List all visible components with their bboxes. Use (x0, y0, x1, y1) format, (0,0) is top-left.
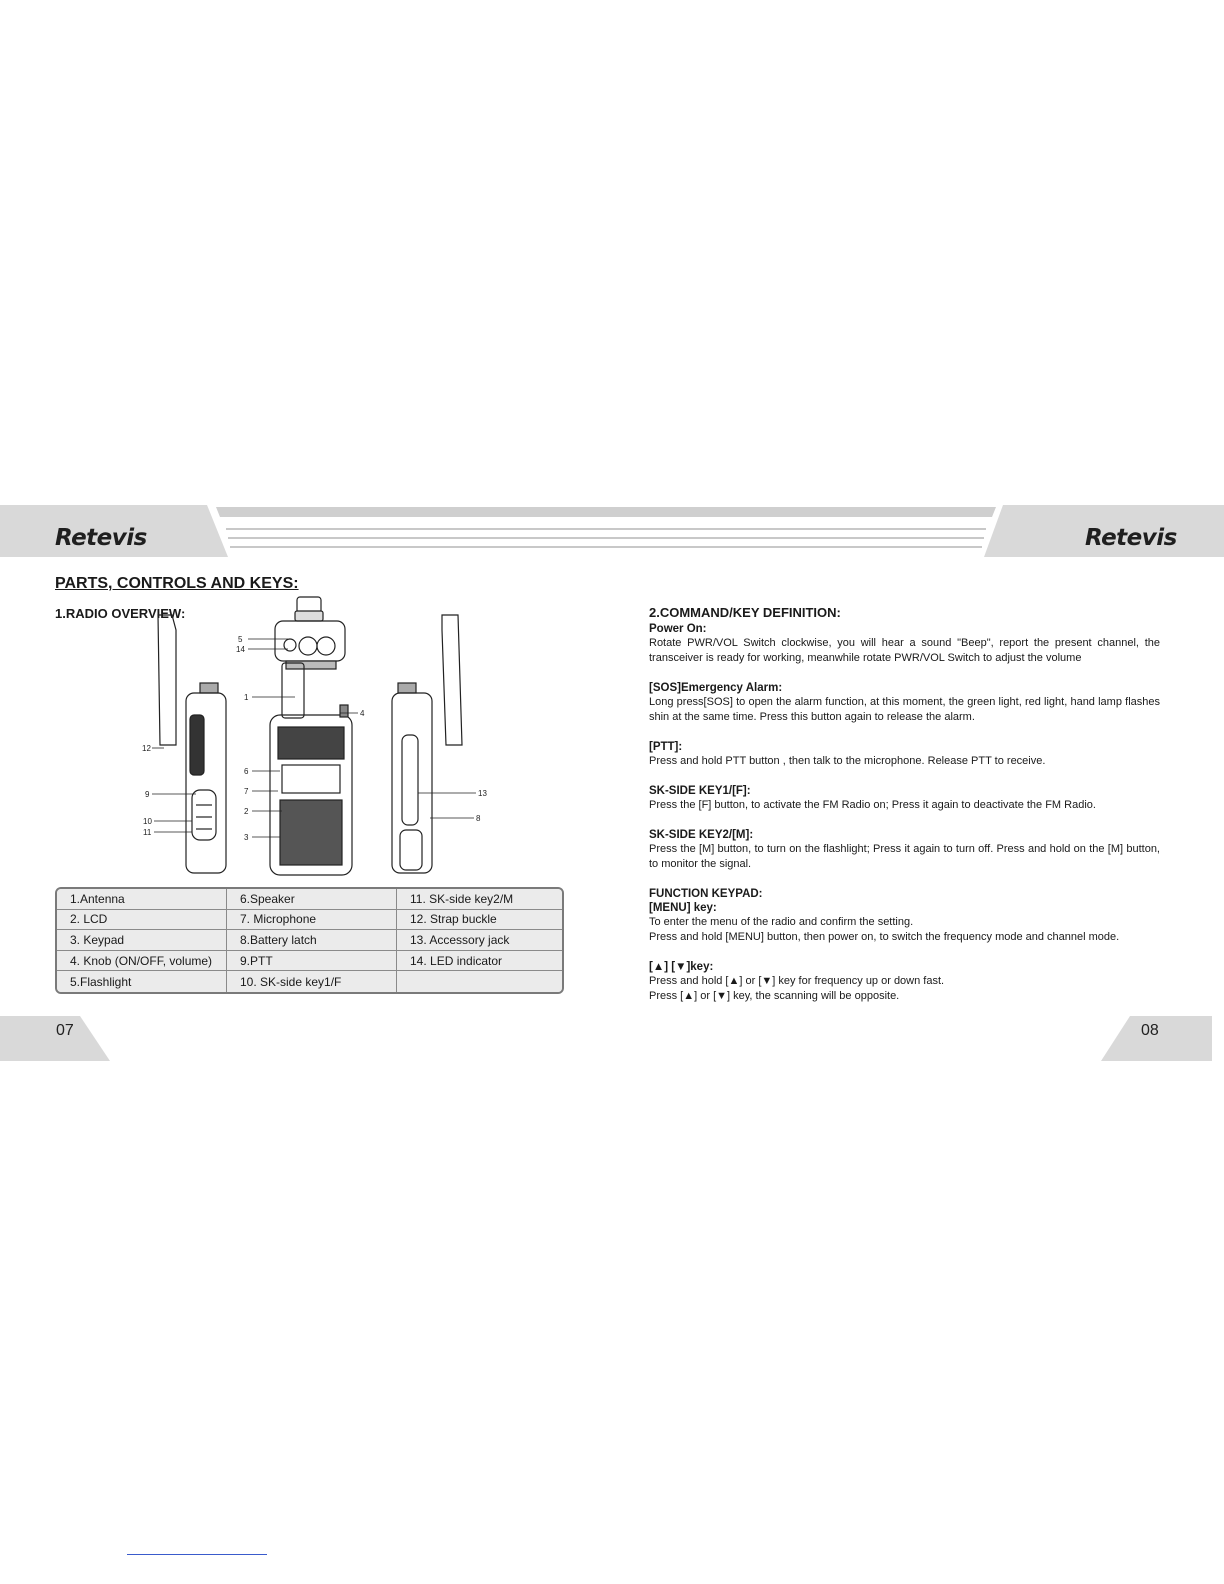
section-body: Press the [M] button, to turn on the flashlight; Press it again to turn off. Press and hold on the [M] button, to monitor the signal. (649, 843, 1160, 870)
function-keypad-section (649, 887, 1160, 945)
callout-9: 9 (145, 790, 150, 799)
header-band (0, 505, 1224, 557)
side-key2-section (649, 828, 1160, 872)
table-cell: 3. Keypad (57, 930, 227, 951)
bottom-rule (127, 1554, 267, 1555)
callout-1: 1 (244, 693, 249, 702)
radio-overview-heading: 1.RADIO OVERVIEW: (55, 606, 186, 621)
table-cell: 5.Flashlight (57, 971, 227, 992)
table-cell: 9.PTT (227, 951, 397, 972)
table-cell: 4. Knob (ON/OFF, volume) (57, 951, 227, 972)
section-body: Press and hold PTT button , then talk to the microphone. Release PTT to receive. (649, 755, 1046, 767)
callout-4: 4 (360, 709, 365, 718)
radio-diagram (130, 595, 500, 880)
radio-top-view (275, 597, 345, 669)
table-cell: 1.Antenna (57, 889, 227, 910)
section-heading: [PTT]: (649, 741, 683, 753)
callout-7: 7 (244, 787, 249, 796)
table-cell: 6.Speaker (227, 889, 397, 910)
section-body: Press the [F] button, to activate the FM Radio on; Press it again to deactivate the FM Radio. (649, 799, 1096, 811)
radio-front-view (270, 663, 352, 875)
radio-left-side-view (158, 615, 226, 873)
arrow-keys-section (649, 960, 1160, 1004)
menu-key-heading: [MENU] key: (649, 902, 717, 914)
side-key1-section (649, 784, 1160, 813)
page-number-right: 08 (1141, 1022, 1159, 1039)
ptt-section (649, 740, 1160, 769)
table-cell: 13. Accessory jack (397, 930, 564, 951)
footer-band (0, 1010, 1224, 1065)
brand-logo-right: Retevis (1085, 525, 1177, 551)
page-number-left: 07 (56, 1022, 74, 1039)
table-cell: 2. LCD (57, 910, 227, 931)
section-title: 2.COMMAND/KEY DEFINITION: (649, 605, 841, 620)
arrow-key-line: Press [▲] or [▼] key, the scanning will be opposite. (649, 990, 900, 1002)
power-on-section (649, 622, 1160, 666)
table-cell: 11. SK-side key2/M (397, 889, 564, 910)
section-heading: [SOS]Emergency Alarm: (649, 682, 783, 694)
section-heading: FUNCTION KEYPAD: (649, 888, 763, 900)
table-cell: 10. SK-side key1/F (227, 971, 397, 992)
callout-11: 11 (143, 828, 152, 837)
callout-3: 3 (244, 833, 249, 842)
table-cell: 8.Battery latch (227, 930, 397, 951)
arrow-key-line: Press and hold [▲] or [▼] key for frequency up or down fast. (649, 975, 945, 987)
callout-2: 2 (244, 807, 249, 816)
page-title: PARTS, CONTROLS AND KEYS: (55, 575, 299, 592)
arrow-key-heading: [▲] [▼]key: (649, 961, 714, 973)
section-body: Rotate PWR/VOL Switch clockwise, you will hear a sound "Beep", report the present channel, the transceiver is ready for working, meanwhile rotate PWR/VOL Switch to adjust the volume (649, 637, 1160, 664)
table-cell (397, 971, 564, 992)
section-body: Long press[SOS] to open the alarm function, at this moment, the green light, red light, hand lamp flashes shin at the same time. Press this button again to release the alarm. (649, 696, 1160, 723)
callout-13: 13 (478, 789, 487, 798)
callout-8: 8 (476, 814, 481, 823)
callout-5: 5 (238, 635, 243, 644)
radio-right-side-view (392, 615, 462, 873)
callout-10: 10 (143, 817, 152, 826)
callout-6: 6 (244, 767, 249, 776)
table-cell: 7. Microphone (227, 910, 397, 931)
table-cell: 12. Strap buckle (397, 910, 564, 931)
brand-logo-left: Retevis (55, 525, 147, 551)
callout-14: 14 (236, 645, 245, 654)
command-key-definitions (649, 605, 1160, 1019)
menu-key-line: Press and hold [MENU] button, then power on, to switch the frequency mode and channel mode. (649, 931, 1120, 943)
section-heading: SK-SIDE KEY1/[F]: (649, 785, 751, 797)
section-heading: SK-SIDE KEY2/[M]: (649, 829, 754, 841)
sos-section (649, 681, 1160, 725)
menu-key-line: To enter the menu of the radio and confirm the setting. (649, 916, 914, 928)
parts-table (55, 887, 564, 994)
section-heading: Power On: (649, 623, 707, 635)
table-cell: 14. LED indicator (397, 951, 564, 972)
callout-12: 12 (142, 744, 151, 753)
